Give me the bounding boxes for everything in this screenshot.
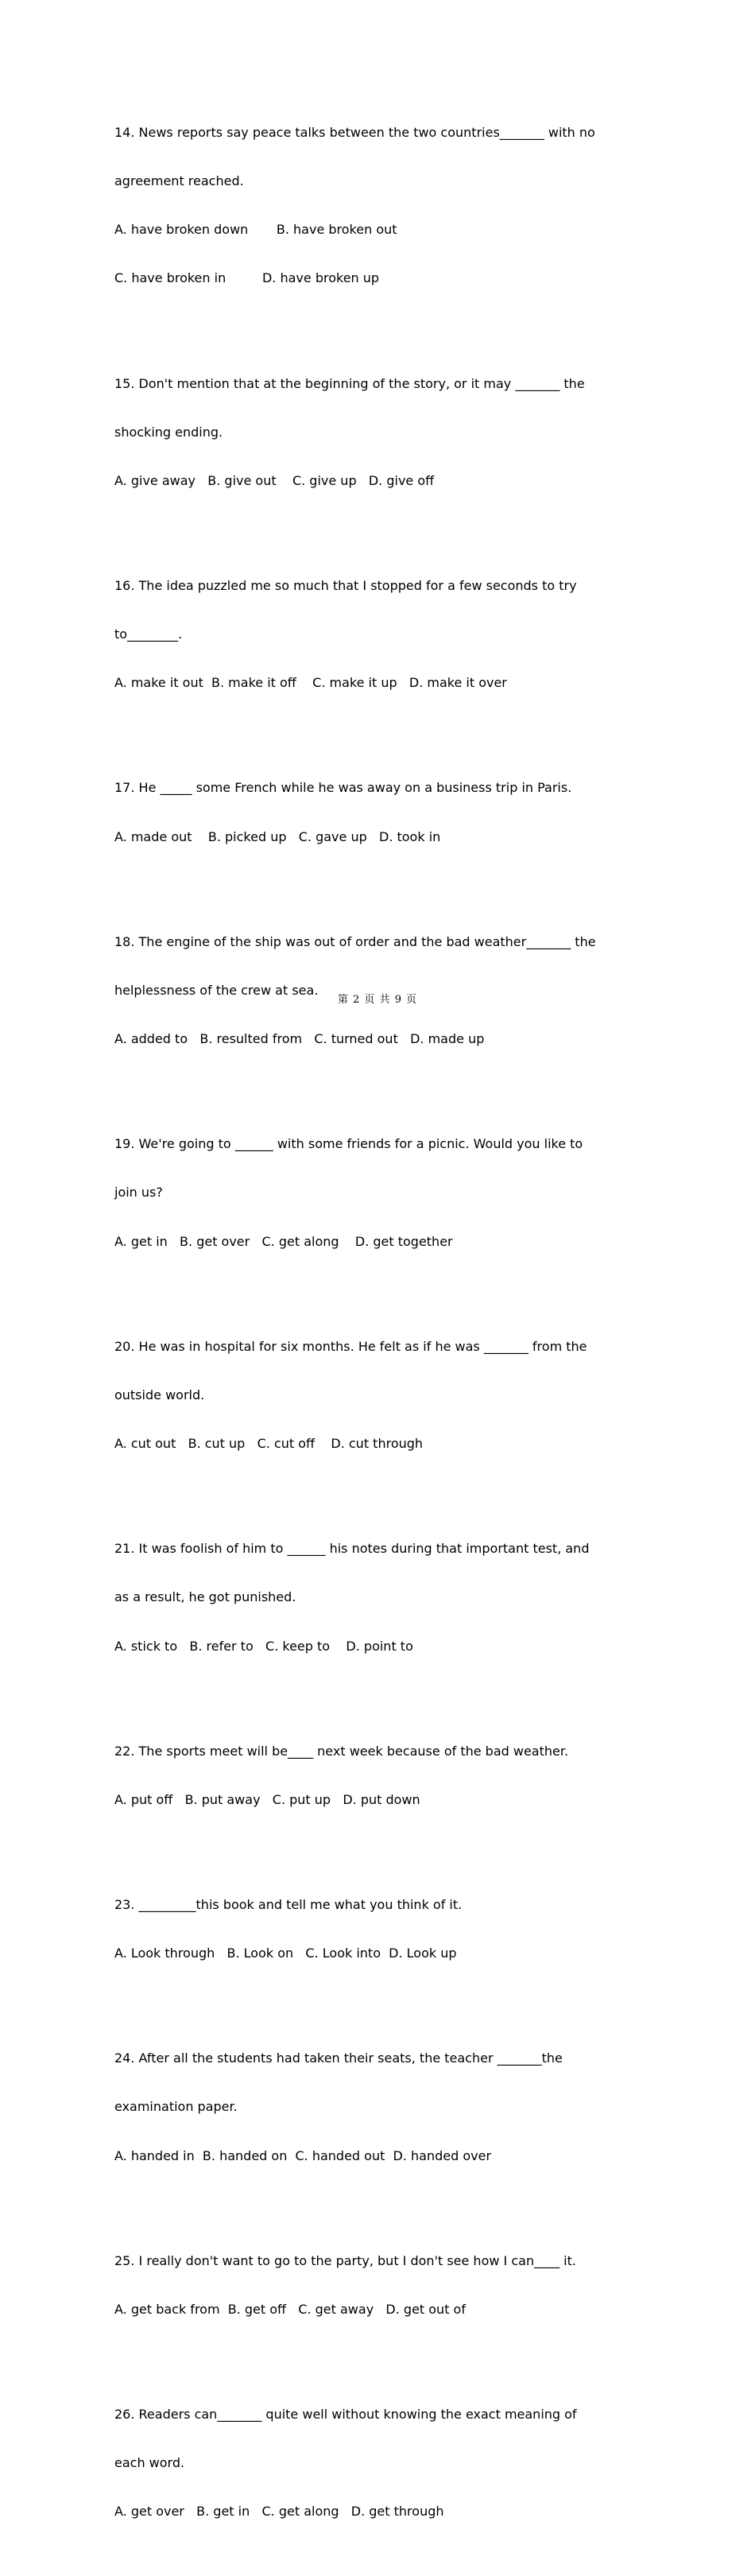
answer-options: A. cut out B. cut up C. cut off D. cut through bbox=[114, 1436, 424, 1452]
question-line: join us? bbox=[114, 1185, 163, 1201]
question-line: outside world. bbox=[114, 1387, 205, 1402]
page-number-footer: 第 2 页 共 9 页 bbox=[337, 994, 418, 1006]
answer-options: A. get back from B. get off C. get away D. get out of bbox=[114, 2301, 466, 2317]
answer-options: A. put off B. put away C. put up D. put down bbox=[114, 1791, 420, 1807]
question-line: 18. The engine of the ship was out of order and the bad weather_______ the bbox=[114, 933, 596, 949]
question-19 bbox=[114, 1104, 647, 1282]
question-line: 26. Readers can_______ quite well without knowing the exact meaning of bbox=[114, 2406, 577, 2422]
answer-options: A. give away B. give out C. give up D. give off bbox=[114, 472, 435, 488]
answer-options: A. get in B. get over C. get along D. get together bbox=[114, 1233, 453, 1249]
answer-options: A. make it out B. make it off C. make it up D. make it over bbox=[114, 675, 507, 691]
question-line: 20. He was in hospital for six months. He felt as if he was _______ from the bbox=[114, 1338, 587, 1354]
question-23 bbox=[114, 1864, 647, 1994]
question-15 bbox=[114, 343, 647, 522]
answer-options: C. have broken in D. have broken up bbox=[114, 270, 380, 286]
question-line: shocking ending. bbox=[114, 424, 223, 440]
question-26 bbox=[114, 2374, 647, 2552]
question-line: as a result, he got punished. bbox=[114, 1589, 296, 1605]
question-line: to________. bbox=[114, 627, 183, 642]
answer-options: A. handed in B. handed on C. handed out D. handed over bbox=[114, 2147, 492, 2163]
question-line: 22. The sports meet will be____ next week because of the bad weather. bbox=[114, 1743, 569, 1759]
answer-options: A. get over B. get in C. get along D. get through bbox=[114, 2504, 444, 2520]
question-20 bbox=[114, 1306, 647, 1484]
question-line: 21. It was foolish of him to ______ his notes during that important test, and bbox=[114, 1541, 590, 1557]
question-line: 19. We're going to ______ with some friends for a picnic. Would you like to bbox=[114, 1136, 583, 1152]
answer-options: A. Look through B. Look on C. Look into D. Look up bbox=[114, 1946, 457, 1961]
question-22 bbox=[114, 1711, 647, 1841]
question-14 bbox=[114, 92, 647, 320]
question-line: each word. bbox=[114, 2455, 185, 2470]
question-line: examination paper. bbox=[114, 2099, 238, 2115]
question-21 bbox=[114, 1508, 647, 1686]
question-line: 17. He _____ some French while he was away on a business trip in Paris. bbox=[114, 780, 572, 796]
question-25 bbox=[114, 2221, 647, 2350]
answer-options: A. have broken down B. have broken out bbox=[114, 222, 397, 238]
question-line: 14. News reports say peace talks between the two countries_______ with no bbox=[114, 124, 595, 140]
answer-options: A. stick to B. refer to C. keep to D. point to bbox=[114, 1638, 413, 1654]
question-line: agreement reached. bbox=[114, 173, 244, 189]
question-17 bbox=[114, 748, 647, 878]
question-list bbox=[114, 92, 647, 2576]
question-16 bbox=[114, 545, 647, 724]
question-line: 25. I really don't want to go to the party, but I don't see how I can____ it. bbox=[114, 2252, 576, 2268]
answer-options: A. added to B. resulted from C. turned out D. made up bbox=[114, 1031, 485, 1047]
question-24 bbox=[114, 2018, 647, 2196]
question-line: helplessness of the crew at sea. bbox=[114, 982, 319, 998]
question-line: 16. The idea puzzled me so much that I stopped for a few seconds to try bbox=[114, 577, 577, 593]
question-line: 23. _________this book and tell me what you think of it. bbox=[114, 1896, 463, 1912]
question-line: 24. After all the students had taken their seats, the teacher _______the bbox=[114, 2050, 563, 2066]
question-line: 15. Don't mention that at the beginning of the story, or it may _______ the bbox=[114, 375, 585, 391]
answer-options: A. made out B. picked up C. gave up D. took in bbox=[114, 828, 441, 844]
